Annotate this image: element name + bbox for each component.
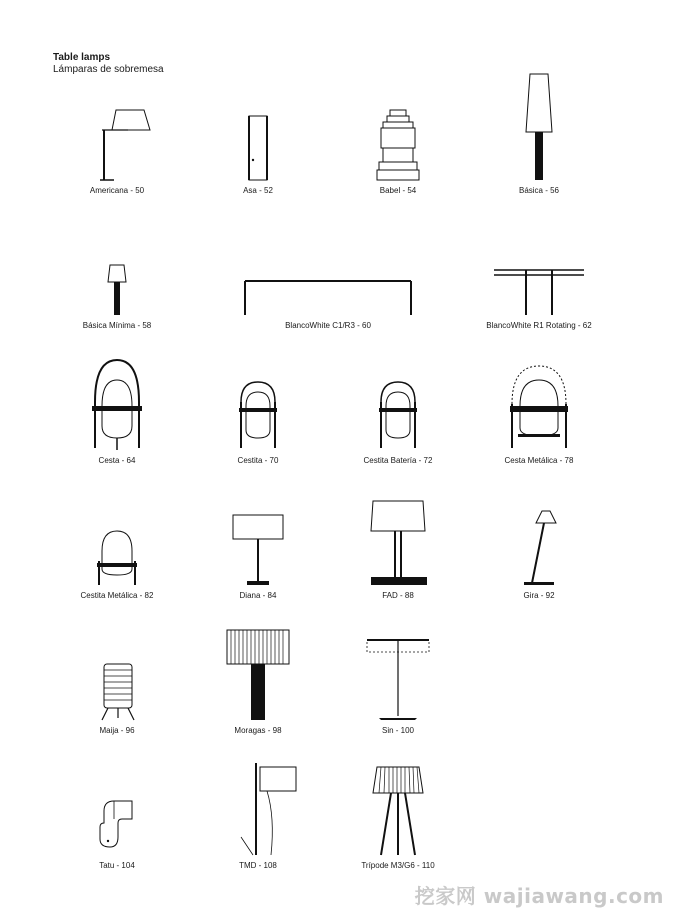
lamp-label: Cestita Metálica - 82 — [80, 591, 154, 600]
page-header — [53, 52, 164, 76]
lamp-label: Diana - 84 — [239, 591, 277, 600]
lamp-label: Tatu - 104 — [99, 861, 135, 870]
page-subtitle: Lámparas de sobremesa — [53, 64, 164, 75]
lamp-label: Asa - 52 — [243, 186, 273, 195]
lamp-label: TMD - 108 — [239, 861, 277, 870]
lamp-label: BlancoWhite C1/R3 - 60 — [285, 321, 371, 330]
lamp-tripode — [323, 777, 473, 877]
lamp-blancowhite-c1 — [253, 237, 403, 337]
lamp-label: Básica Mínima - 58 — [82, 321, 152, 330]
lamp-label: FAD - 88 — [382, 591, 414, 600]
lamp-gira — [464, 507, 614, 607]
page-title: Table lamps — [53, 52, 111, 63]
lamp-label: Sin - 100 — [381, 726, 415, 735]
lamp-label: Gira - 92 — [523, 591, 555, 600]
lamp-label: Americana - 50 — [89, 186, 145, 195]
lamp-label: Maija - 96 — [99, 726, 135, 735]
watermark: 挖家网 wajiawang.com — [414, 884, 664, 908]
lamp-cesta-metalica — [464, 372, 614, 472]
lamp-label: Trípode M3/G6 - 110 — [361, 861, 435, 870]
lamp-label: Moragas - 98 — [234, 726, 282, 735]
lamp-sin — [323, 642, 473, 742]
lamp-label: BlancoWhite R1 Rotating - 62 — [486, 321, 592, 330]
lamp-basica — [464, 102, 614, 202]
lamp-blancowhite-r1 — [464, 237, 614, 337]
lamp-label: Cesta - 64 — [98, 456, 136, 465]
lamp-label: Básica - 56 — [518, 186, 560, 195]
lamp-label: Cesta Metálica - 78 — [504, 456, 574, 465]
lamp-label: Cestita Batería - 72 — [363, 456, 433, 465]
lamp-label: Cestita - 70 — [237, 456, 279, 465]
lamp-basica-minima — [42, 237, 192, 337]
lamp-label: Babel - 54 — [379, 186, 417, 195]
